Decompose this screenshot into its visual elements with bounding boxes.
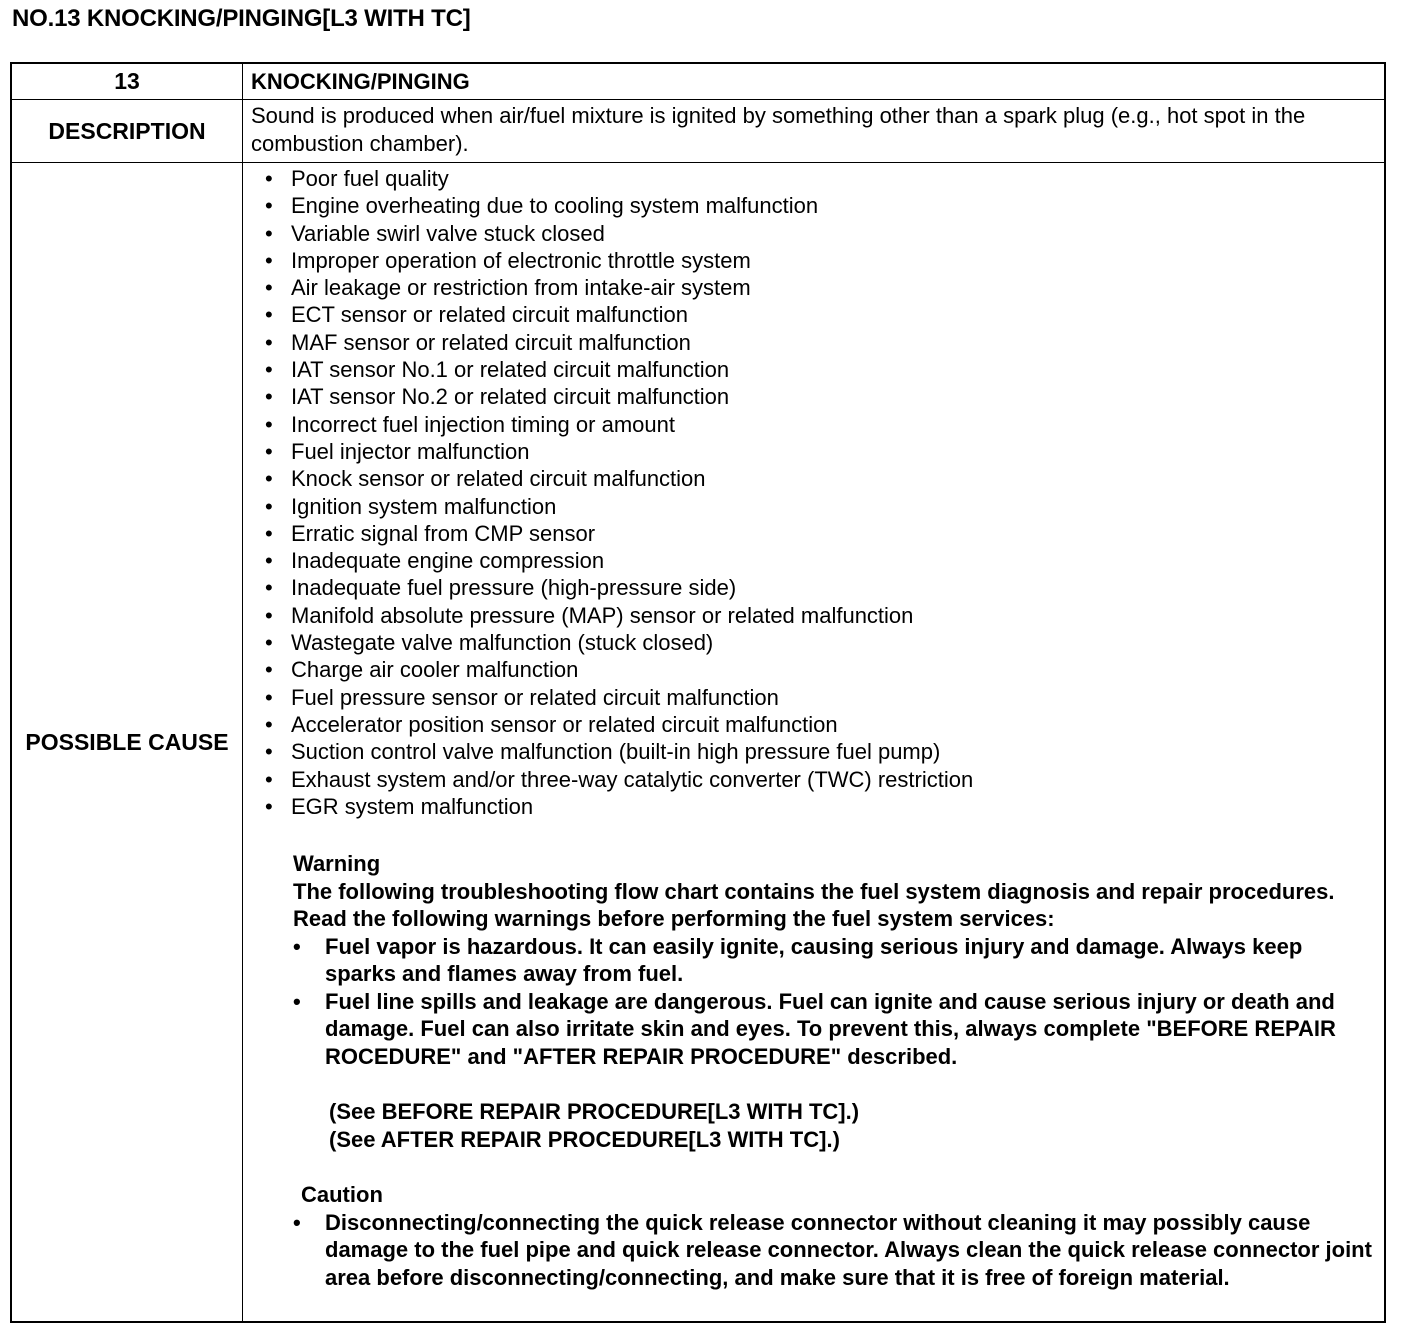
description-label: DESCRIPTION [11, 100, 243, 163]
list-item: • Incorrect fuel injection timing or amount [265, 411, 675, 437]
bullet-icon: • [265, 657, 273, 683]
possible-cause-content [243, 163, 1386, 1323]
list-item: • IAT sensor No.2 or related circuit malfunction [265, 384, 730, 410]
page-title: NO.13 KNOCKING/PINGING[L3 WITH TC] [12, 5, 471, 32]
bullet-icon: • [265, 630, 273, 656]
diagnosis-table [10, 62, 1386, 1323]
bullet-icon: • [265, 275, 273, 301]
table-row-possible-cause [11, 163, 1385, 1323]
cause-list [251, 163, 1384, 820]
bullet-icon: • [265, 220, 273, 246]
list-item: • Ignition system malfunction [265, 493, 557, 519]
bullet-icon: • [265, 493, 273, 519]
list-item: • Improper operation of electronic throttle system [265, 247, 751, 273]
list-item: • Accelerator position sensor or related circuit malfunction [265, 711, 838, 737]
bullet-icon: • [265, 548, 273, 574]
list-item: • Suction control valve malfunction (built-in high pressure fuel pump) [265, 739, 941, 765]
list-item: • Fuel injector malfunction [265, 438, 530, 464]
warning-list [293, 933, 1384, 1071]
bullet-icon: • [293, 933, 301, 959]
list-item: • MAF sensor or related circuit malfunction [265, 329, 691, 355]
bullet-icon: • [265, 411, 273, 437]
bullet-icon: • [265, 793, 273, 819]
list-item: • Exhaust system and/or three-way catalytic converter (TWC) restriction [265, 766, 974, 792]
bullet-icon: • [265, 166, 273, 191]
list-item: • Inadequate engine compression [265, 548, 605, 574]
table-row-number [11, 63, 1385, 100]
list-item: • Variable swirl valve stuck closed [265, 220, 605, 246]
bullet-icon: • [265, 684, 273, 710]
bullet-icon: • [293, 988, 301, 1014]
warning-intro: The following troubleshooting flow chart contains the fuel system diagnosis and repair procedures. Read the following warnings before performing the fuel system services: [293, 878, 1335, 932]
bullet-icon: • [265, 602, 273, 628]
list-item: • ECT sensor or related circuit malfunction [265, 302, 688, 328]
bullet-icon: • [265, 438, 273, 464]
bullet-icon: • [265, 329, 273, 355]
bullet-icon: • [265, 302, 273, 328]
bullet-icon: • [265, 357, 273, 383]
list-item: • Air leakage or restriction from intake-air system [265, 275, 751, 301]
possible-cause-label: POSSIBLE CAUSE [11, 163, 243, 1323]
bullet-icon: • [265, 520, 273, 546]
list-item: • Erratic signal from CMP sensor [265, 520, 596, 546]
list-item: • Knock sensor or related circuit malfunction [265, 466, 706, 492]
list-item: • Fuel line spills and leakage are dangerous. Fuel can ignite and cause serious injury or death and damage. Fuel can also irritate skin and eyes. To prevent this, always complete "BEFORE REPAIR ROCEDURE" and "AFTER REPAIR PROCEDURE" described. [293, 988, 1336, 1069]
bullet-icon: • [265, 384, 273, 410]
symptom-title: KNOCKING/PINGING [243, 63, 1386, 100]
bullet-icon: • [265, 766, 273, 792]
bullet-icon: • [265, 193, 273, 219]
bullet-icon: • [265, 466, 273, 492]
list-item: • Inadequate fuel pressure (high-pressure side) [265, 575, 737, 601]
list-item: • Fuel pressure sensor or related circuit malfunction [265, 684, 779, 710]
list-item: • Engine overheating due to cooling system malfunction [265, 193, 819, 219]
bullet-icon: • [265, 739, 273, 765]
number-label: 13 [11, 63, 243, 100]
list-item: • Charge air cooler malfunction [265, 657, 579, 683]
caution-list [293, 1209, 1384, 1292]
list-item: • IAT sensor No.1 or related circuit malfunction [265, 357, 730, 383]
bullet-icon: • [265, 247, 273, 273]
procedure-references [293, 1098, 1384, 1153]
table-row-description [11, 100, 1385, 163]
list-item: • EGR system malfunction [265, 793, 534, 819]
before-repair-reference-link[interactable]: (See BEFORE REPAIR PROCEDURE[L3 WITH TC].) [329, 1099, 860, 1125]
list-item: • Disconnecting/connecting the quick release connector without cleaning it may possibly cause damage to the fuel pipe and quick release connector. Always clean the quick release connector joint area before disconnecting/connecting, and make sure that it is free of foreign material. [293, 1209, 1372, 1290]
description-text: Sound is produced when air/fuel mixture is ignited by something other than a spark plug (e.g., hot spot in the combustion chamber). [243, 100, 1386, 163]
list-item: • Wastegate valve malfunction (stuck closed) [265, 630, 714, 656]
caution-heading: Caution [301, 1182, 383, 1208]
list-item: • Poor fuel quality [265, 166, 449, 191]
after-repair-reference-link[interactable]: (See AFTER REPAIR PROCEDURE[L3 WITH TC].) [329, 1126, 840, 1152]
bullet-icon: • [265, 575, 273, 601]
warning-heading: Warning [293, 851, 381, 877]
list-item: • Manifold absolute pressure (MAP) sensor or related malfunction [265, 602, 914, 628]
list-item: • Fuel vapor is hazardous. It can easily ignite, causing serious injury and damage. Always keep sparks and flames away from fuel. [293, 933, 1303, 987]
safety-notes [251, 850, 1384, 1291]
bullet-icon: • [265, 711, 273, 737]
bullet-icon: • [293, 1209, 301, 1235]
